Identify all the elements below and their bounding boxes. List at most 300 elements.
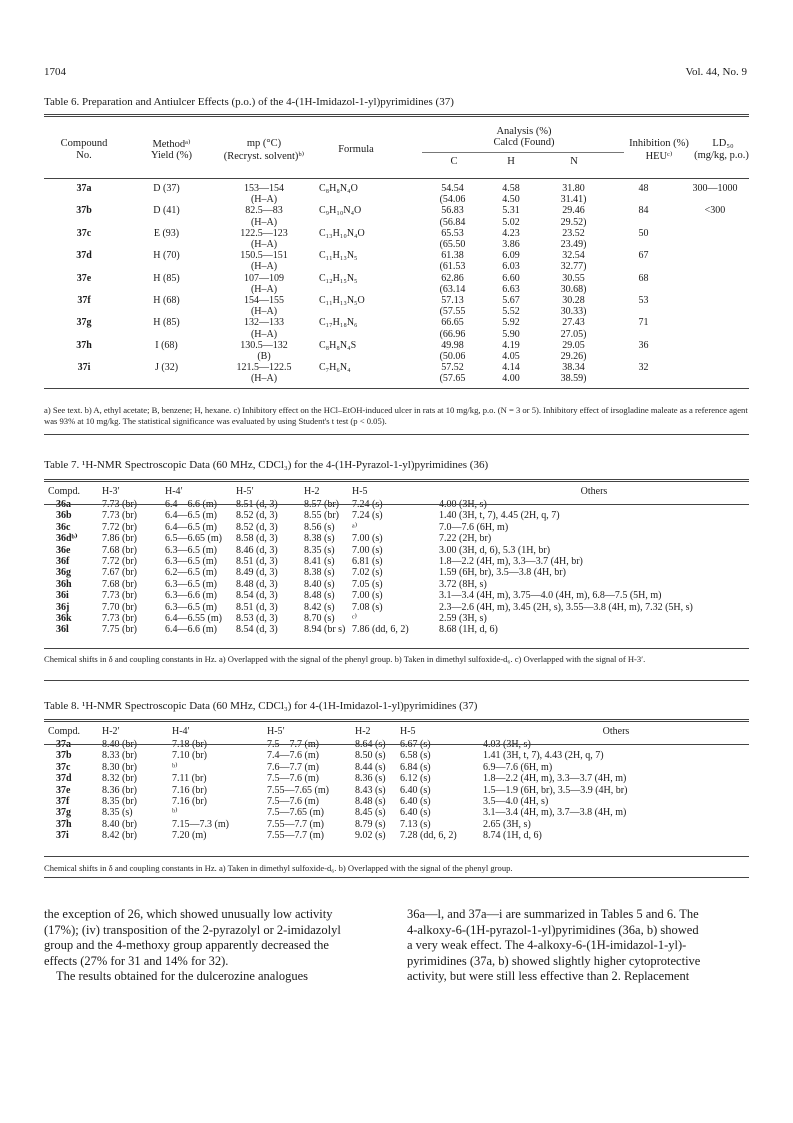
nmr-value: 7.15—7.3 (m)	[172, 818, 229, 830]
nmr-value: 3.1—3.4 (4H, m), 3.7—3.8 (4H, m)	[483, 807, 627, 819]
table-row-found	[44, 261, 749, 272]
column-header: H-5	[400, 726, 416, 737]
table-row	[44, 602, 749, 613]
found-n: 31.41)	[560, 194, 587, 206]
compound-no: 37h	[76, 339, 92, 351]
method-yield: H (68)	[153, 295, 180, 307]
nmr-value: 8.74 (1H, d, 6)	[483, 830, 542, 842]
compound-id: 36l	[56, 624, 69, 636]
nmr-value: 8.57 (br)	[304, 499, 339, 510]
table6-head-heu: HEUᶜ⁾	[645, 151, 673, 162]
inhibition: 48	[638, 183, 649, 194]
nmr-value: 8.79 (s)	[355, 818, 386, 830]
column-header: Others	[602, 726, 630, 737]
nmr-value: 8.30 (br)	[102, 761, 137, 773]
empty-cell	[606, 284, 681, 295]
found-c: (50.06	[439, 351, 466, 363]
nmr-value: 8.40 (s)	[304, 578, 335, 590]
empty-cell	[44, 284, 124, 295]
nmr-value: 3.5—4.0 (4H, s)	[483, 796, 549, 808]
nmr-value: 6.3—6.5 (m)	[165, 544, 217, 556]
inhibition: 84	[638, 205, 649, 217]
empty-cell	[124, 261, 209, 272]
calcd-n: 31.80	[562, 183, 585, 194]
table-row	[44, 522, 749, 533]
inhibition: 68	[638, 272, 649, 284]
nmr-value: 7.5—7.7 (m)	[267, 739, 319, 750]
table6-head-ld50: LD₅₀	[712, 138, 734, 149]
empty-cell	[44, 329, 124, 340]
table6-top-rule	[44, 114, 749, 115]
nmr-value: 7.00 (s)	[352, 590, 383, 602]
nmr-value: 8.64 (s)	[355, 739, 386, 750]
table7-footnote: Chemical shifts in δ and coupling constants in Hz. a) Overlapped with the signal of the phenyl group. b) Taken in dimethyl sulfoxide-d₆. c) Overlapped with the signal of H-3′.	[44, 654, 646, 664]
compound-id: 36f	[56, 556, 70, 568]
nmr-value: 8.42 (s)	[304, 601, 335, 613]
column-header: H-3′	[102, 486, 120, 497]
empty-cell	[681, 306, 749, 317]
table7-top-rule	[44, 479, 749, 480]
nmr-value: 8.48 (s)	[355, 796, 386, 808]
nmr-value: 6.84 (s)	[400, 761, 431, 773]
found-h: 3.86	[502, 239, 520, 251]
found-n: 38.59)	[560, 373, 587, 385]
empty-cell	[124, 329, 209, 340]
nmr-value: 7.24 (s)	[352, 510, 383, 522]
formula: C₁₃H₁₀N₄O	[319, 227, 365, 239]
nmr-value: 7.00 (s)	[352, 533, 383, 545]
table6-head-ld50-units: (mg/kg, p.o.)	[694, 150, 749, 161]
melting-point: 154—155	[244, 295, 284, 307]
body-line: activity, but were still less effective than 2. Replacement	[407, 969, 690, 984]
found-h: 6.03	[502, 261, 520, 273]
nmr-value: 3.00 (3H, d, 6), 5.3 (1H, br)	[439, 544, 551, 556]
nmr-value: 7.67 (br)	[102, 567, 137, 579]
nmr-value: 8.68 (1H, d, 6)	[439, 624, 498, 636]
nmr-value: 8.38 (s)	[304, 533, 335, 545]
compound-id: 36g	[56, 567, 71, 579]
ld50	[681, 228, 749, 239]
calcd-c: 49.98	[441, 339, 464, 351]
empty-cell	[124, 351, 209, 362]
formula: C₁₇H₁₈N₆	[319, 317, 358, 329]
table6	[44, 183, 749, 385]
table6-footnote-rule	[44, 434, 749, 435]
table7	[44, 485, 749, 636]
nmr-value: 7.86 (dd, 6, 2)	[352, 624, 409, 636]
compound-id: 36b	[56, 510, 72, 522]
recryst-solvent: (H–A)	[250, 194, 278, 206]
empty-cell	[606, 217, 681, 228]
nmr-value: 7.73 (br)	[102, 510, 137, 522]
empty-cell	[124, 217, 209, 228]
empty-cell	[681, 194, 749, 205]
calcd-h: 5.67	[502, 295, 520, 307]
table6-head-analysis: Analysis (%)	[496, 126, 552, 137]
table8	[44, 725, 749, 842]
empty-cell	[319, 306, 424, 317]
calcd-n: 38.34	[562, 362, 585, 374]
found-h: 4.00	[502, 373, 520, 385]
table6-head-calcd: Calcd (Found)	[493, 137, 555, 148]
body-line: 4-alkoxy-6-(1H-pyrazol-1-yl)pyrimidines (36a, b) showed	[407, 922, 699, 937]
method-yield: E (93)	[153, 227, 180, 239]
compound-id: 37d	[56, 773, 72, 785]
formula: C₁₂H₁₅N₅	[319, 272, 358, 284]
nmr-value: ᵇ⁾	[172, 761, 178, 773]
nmr-value: 6.4—6.55 (m)	[165, 613, 222, 625]
found-c: (56.84	[439, 216, 466, 228]
nmr-value: ᵇ⁾	[172, 807, 178, 819]
melting-point: 122.5—123	[240, 227, 288, 239]
nmr-value: 7.16 (br)	[172, 784, 207, 796]
table7-footnote-rule	[44, 680, 749, 681]
table6-caption: Table 6. Preparation and Antiulcer Effects (p.o.) of the 4-(1H-Imidazol-1-yl)pyrimidines (37)	[44, 96, 454, 108]
empty-cell	[606, 306, 681, 317]
empty-cell	[681, 373, 749, 384]
nmr-value: ᵃ⁾	[352, 521, 358, 533]
melting-point: 132—133	[244, 317, 284, 329]
melting-point: 107—109	[244, 272, 284, 284]
table-row	[44, 579, 749, 590]
body-line: (17%); (iv) transposition of the 2-pyrazolyl or 2-imidazolyl	[44, 922, 341, 937]
nmr-value: 7.5—7.6 (m)	[267, 796, 319, 808]
compound-id: 36h	[56, 578, 72, 590]
table8-head-rule	[44, 744, 749, 745]
nmr-value: 7.5—7.65 (m)	[267, 807, 324, 819]
nmr-value: 7.08 (s)	[352, 601, 383, 613]
nmr-value: 7.5—7.6 (m)	[267, 773, 319, 785]
nmr-value: 9.02 (s)	[355, 830, 386, 842]
body-line: the exception of 26, which showed unusually low activity	[44, 907, 333, 921]
calcd-h: 5.92	[502, 317, 520, 329]
nmr-value: 6.4—6.5 (m)	[165, 510, 217, 522]
table8-bottom-rule	[44, 856, 749, 857]
nmr-value: 7.73 (br)	[102, 499, 137, 510]
table-row	[44, 750, 749, 761]
column-header: H-4′	[172, 726, 190, 737]
nmr-value: 8.49 (d, 3)	[236, 567, 278, 579]
calcd-c: 56.83	[441, 205, 464, 217]
compound-id: 37b	[56, 750, 72, 762]
compound-id: 36dᵇ⁾	[56, 533, 78, 545]
journal-volume: Vol. 44, No. 9	[685, 66, 747, 78]
empty-cell	[44, 217, 124, 228]
compound-id: 36i	[56, 590, 69, 602]
table7-bottom-rule	[44, 648, 749, 649]
melting-point: 82.5—83	[245, 205, 283, 217]
nmr-value: 4.03 (3H, s)	[483, 739, 531, 750]
table-row	[44, 567, 749, 578]
table6-head-mp: mp (°C)	[246, 138, 282, 149]
table-row	[44, 205, 749, 216]
calcd-h: 4.14	[502, 362, 520, 374]
calcd-n: 29.05	[562, 339, 585, 351]
nmr-value: 6.9—7.6 (6H, m)	[483, 761, 553, 773]
compound-id: 37f	[56, 796, 70, 808]
calcd-c: 61.38	[441, 250, 464, 262]
nmr-value: 7.55—7.7 (m)	[267, 830, 324, 842]
nmr-value: 8.52 (d, 3)	[236, 521, 278, 533]
ld50	[681, 362, 749, 373]
method-yield: D (41)	[153, 205, 180, 217]
table6-head-compound2: No.	[76, 150, 92, 161]
column-header: H-4′	[165, 486, 183, 497]
found-c: (63.14	[439, 283, 466, 295]
nmr-value: 7.20 (m)	[172, 830, 207, 842]
body-line: The results obtained for the dulcerozine analogues	[56, 969, 308, 984]
empty-cell	[44, 261, 124, 272]
found-h: 5.52	[502, 306, 520, 318]
calcd-h: 6.09	[502, 250, 520, 262]
empty-cell	[681, 239, 749, 250]
melting-point: 121.5—122.5	[236, 362, 292, 374]
table-row	[44, 773, 749, 784]
nmr-value: 6.40 (s)	[400, 784, 431, 796]
table-row-found	[44, 194, 749, 205]
inhibition: 67	[638, 250, 649, 262]
formula: C₇H₆N₄	[319, 362, 351, 374]
compound-id: 36j	[56, 601, 70, 613]
nmr-value: 6.4—6.6 (m)	[165, 624, 217, 636]
ld50	[681, 317, 749, 328]
nmr-value: 4.00 (3H, s)	[439, 499, 487, 510]
nmr-value: 6.67 (s)	[400, 739, 431, 750]
compound-id: 37h	[56, 818, 72, 830]
recryst-solvent: (H–A)	[250, 239, 278, 251]
table-row-found	[44, 373, 749, 384]
nmr-value: 1.59 (6H, br), 3.5—3.8 (4H, br)	[439, 567, 566, 579]
table6-footnote: a) See text. b) A, ethyl acetate; B, benzene; H, hexane. c) Inhibitory effect on the HCl–EtOH-induced ulcer in rats at 10 mg/kg, p.o. (N = 3 or 5). Inhibitory effect of irsogladine maleate as a reference agent was 93% at 10 mg/kg. The statistical significance was evaluated by using Student's t test (p < 0.05).	[44, 405, 748, 426]
nmr-value: 8.51 (d, 3)	[236, 601, 278, 613]
ld50	[681, 340, 749, 351]
column-header: Others	[580, 486, 608, 497]
column-header: H-2′	[102, 726, 120, 737]
nmr-value: 6.3—6.5 (m)	[165, 556, 217, 568]
nmr-value: 8.35 (s)	[304, 544, 335, 556]
calcd-c: 65.53	[441, 227, 464, 239]
nmr-value: 7.02 (s)	[352, 567, 383, 579]
method-yield: H (85)	[153, 317, 180, 329]
table6-bottom-rule	[44, 388, 749, 389]
recryst-solvent: (H–A)	[250, 261, 278, 273]
nmr-value: 1.8—2.2 (4H, m), 3.3—3.7 (4H, br)	[439, 556, 583, 568]
table-row	[44, 545, 749, 556]
column-header: H-5′	[267, 726, 285, 737]
compound-id: 36e	[56, 544, 71, 556]
found-c: (65.50	[439, 239, 466, 251]
inhibition: 50	[638, 227, 649, 239]
nmr-value: 7.68 (br)	[102, 544, 137, 556]
table8-caption: Table 8. ¹H-NMR Spectroscopic Data (60 MHz, CDCl₃) for 4-(1H-Imidazol-1-yl)pyrimidines (37)	[44, 700, 478, 712]
found-h: 4.05	[502, 351, 520, 363]
nmr-value: 6.12 (s)	[400, 773, 431, 785]
compound-no: 37g	[76, 317, 92, 329]
recryst-solvent: (B)	[257, 351, 271, 363]
table6-analysis-rule	[422, 152, 624, 153]
nmr-value: 8.38 (s)	[304, 567, 335, 579]
nmr-value: 8.36 (s)	[355, 773, 386, 785]
calcd-n: 29.46	[562, 205, 585, 217]
compound-no: 37b	[76, 205, 92, 217]
table6-head-rule	[44, 178, 749, 179]
table-row	[44, 819, 749, 830]
nmr-value: 1.40 (3H, t, 7), 4.45 (2H, q, 7)	[439, 510, 560, 522]
body-line: 36a—l, and 37a—i are summarized in Tables 5 and 6. The	[407, 907, 699, 921]
compound-id: 37i	[56, 830, 69, 842]
empty-cell	[44, 306, 124, 317]
empty-cell	[319, 239, 424, 250]
nmr-value: 8.52 (d, 3)	[236, 510, 278, 522]
empty-cell	[319, 217, 424, 228]
nmr-value: 6.58 (s)	[400, 750, 431, 762]
empty-cell	[124, 194, 209, 205]
table-row	[44, 796, 749, 807]
table6-head-solvent: (Recryst. solvent)ᵇ⁾	[223, 151, 305, 162]
compound-no: 37e	[76, 272, 92, 284]
table6-head-compound: Compound	[60, 138, 108, 149]
nmr-value: 7.22 (2H, br)	[439, 533, 492, 545]
empty-cell	[681, 261, 749, 272]
calcd-c: 62.86	[441, 272, 464, 284]
nmr-value: 7.16 (br)	[172, 796, 207, 808]
method-yield: H (85)	[153, 272, 180, 284]
method-yield: J (32)	[154, 362, 179, 374]
empty-cell	[681, 217, 749, 228]
nmr-value: 7.86 (br)	[102, 533, 137, 545]
nmr-value: 3.72 (8H, s)	[439, 578, 487, 590]
table-row-found	[44, 239, 749, 250]
nmr-value: 1.5—1.9 (6H, br), 3.5—3.9 (4H, br)	[483, 784, 628, 796]
calcd-n: 30.55	[562, 272, 585, 284]
compound-no: 37a	[76, 183, 92, 194]
body-line: group and the 4-methoxy group apparently decreased the	[44, 938, 329, 953]
method-yield: H (70)	[153, 250, 180, 262]
empty-cell	[606, 373, 681, 384]
inhibition: 36	[638, 339, 649, 351]
calcd-n: 23.52	[562, 227, 585, 239]
table-row	[44, 273, 749, 284]
table6-head-n: N	[570, 156, 578, 167]
nmr-value: 6.40 (s)	[400, 796, 431, 808]
table-row	[44, 317, 749, 328]
table8-footnote-rule	[44, 877, 749, 878]
nmr-value: 8.48 (d, 3)	[236, 578, 278, 590]
nmr-value: 7.72 (br)	[102, 556, 137, 568]
nmr-value: 8.46 (d, 3)	[236, 544, 278, 556]
column-header: H-2	[355, 726, 371, 737]
column-header: H-5	[352, 486, 368, 497]
compound-no: 37i	[77, 362, 91, 374]
compound-id: 37a	[56, 739, 71, 750]
table6-head-method: Methodᵃ⁾	[152, 139, 191, 150]
empty-cell	[681, 329, 749, 340]
found-n: 30.33)	[560, 306, 587, 318]
empty-cell	[319, 194, 424, 205]
empty-cell	[681, 351, 749, 362]
empty-cell	[606, 329, 681, 340]
melting-point: 150.5—151	[240, 250, 288, 262]
table-row	[44, 533, 749, 544]
empty-cell	[606, 239, 681, 250]
method-yield: D (37)	[153, 183, 180, 194]
found-h: 5.90	[502, 328, 520, 340]
table6-head-formula: Formula	[338, 144, 374, 155]
empty-cell	[44, 373, 124, 384]
table-row-found	[44, 284, 749, 295]
found-c: (61.53	[439, 261, 466, 273]
table-row-found	[44, 329, 749, 340]
nmr-value: 7.13 (s)	[400, 818, 431, 830]
nmr-value: 1.8—2.2 (4H, m), 3.3—3.7 (4H, m)	[483, 773, 627, 785]
empty-cell	[319, 284, 424, 295]
found-c: (54.06	[439, 194, 466, 206]
compound-no: 37d	[76, 250, 92, 262]
compound-id: 36a	[56, 499, 71, 510]
recryst-solvent: (H–A)	[250, 283, 278, 295]
nmr-value: 7.24 (s)	[352, 499, 383, 510]
empty-cell	[606, 351, 681, 362]
nmr-value: 8.70 (s)	[304, 613, 335, 625]
table-row-found	[44, 217, 749, 228]
nmr-value: 7.10 (br)	[172, 750, 207, 762]
table-row	[44, 510, 749, 521]
nmr-value: 8.40 (br)	[102, 818, 137, 830]
nmr-value: 7.28 (dd, 6, 2)	[400, 830, 457, 842]
compound-id: 37g	[56, 807, 71, 819]
nmr-value: 6.81 (s)	[352, 556, 383, 568]
nmr-value: 3.1—3.4 (4H, m), 3.75—4.0 (4H, m), 6.8—7.5 (5H, m)	[439, 590, 662, 602]
nmr-value: 8.44 (s)	[355, 761, 386, 773]
empty-cell	[124, 373, 209, 384]
nmr-value: 6.3—6.6 (m)	[165, 590, 217, 602]
calcd-h: 6.60	[502, 272, 520, 284]
table-row	[44, 807, 749, 818]
table-row	[44, 228, 749, 239]
nmr-value: 2.65 (3H, s)	[483, 818, 531, 830]
calcd-h: 4.23	[502, 227, 520, 239]
found-n: 29.52)	[560, 216, 587, 228]
table-row	[44, 340, 749, 351]
calcd-h: 4.58	[502, 183, 520, 194]
found-c: (57.55	[439, 306, 466, 318]
table-row	[44, 590, 749, 601]
melting-point: 153—154	[244, 183, 284, 194]
formula: C₈H₈N₄S	[319, 339, 357, 351]
column-header: H-2	[304, 486, 320, 497]
table-row	[44, 362, 749, 373]
table-row	[44, 613, 749, 624]
formula: C₈H₈N₄O	[319, 183, 358, 194]
inhibition: 53	[638, 295, 649, 307]
calcd-c: 57.52	[441, 362, 464, 374]
nmr-value: 8.33 (br)	[102, 750, 137, 762]
nmr-value: 8.45 (s)	[355, 807, 386, 819]
nmr-value: 8.32 (br)	[102, 773, 137, 785]
recryst-solvent: (H–A)	[250, 216, 278, 228]
column-header: H-5′	[236, 486, 254, 497]
nmr-value: 6.3—6.5 (m)	[165, 578, 217, 590]
empty-cell	[319, 329, 424, 340]
recryst-solvent: (H–A)	[250, 328, 278, 340]
ld50	[681, 295, 749, 306]
formula: C₁₁H₁₃N₅O	[319, 295, 365, 307]
melting-point: 130.5—132	[240, 339, 288, 351]
nmr-value: 8.51 (d, 3)	[236, 499, 278, 510]
nmr-value: 8.42 (br)	[102, 830, 137, 842]
formula: C₁₁H₁₃N₅	[319, 250, 358, 262]
calcd-h: 4.19	[502, 339, 520, 351]
